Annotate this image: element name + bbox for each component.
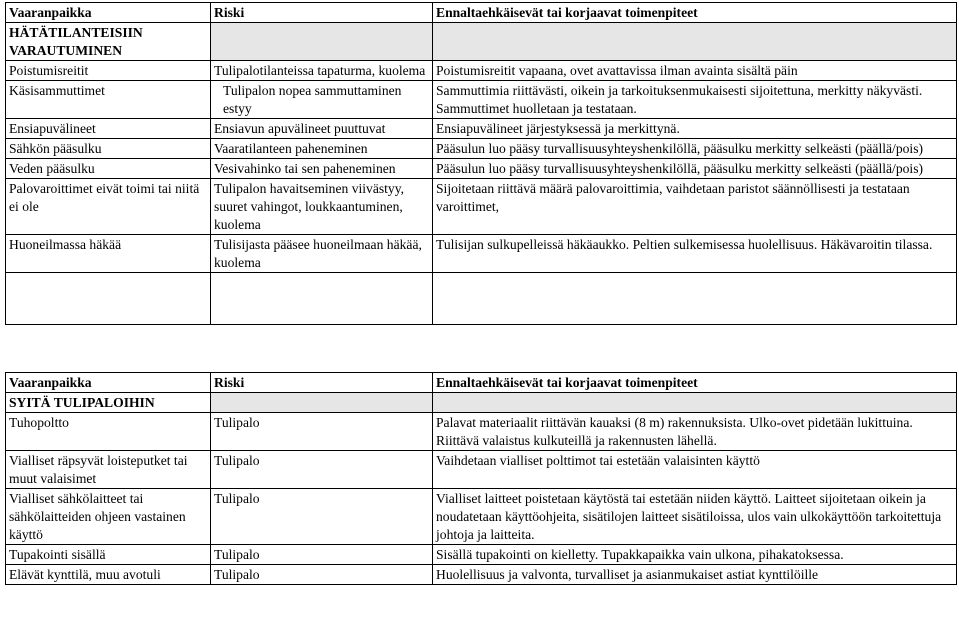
cell-risk: Tulisijasta pääsee huoneilmaan häkää, kuolema [211, 235, 433, 273]
cell-risk: Ensiavun apuvälineet puuttuvat [211, 119, 433, 139]
cell-risk: Tulipalon havaitseminen viivästyy, suuret vahingot, loukkaantuminen, kuolema [211, 179, 433, 235]
cell-place: Käsisammuttimet [6, 81, 211, 119]
cell-risk: Tulipalo [211, 413, 433, 451]
section-empty-cell [433, 23, 957, 61]
cell-place: Vialliset räpsyvät loisteputket tai muut valaisimet [6, 451, 211, 489]
risk-table-fire-causes [5, 372, 957, 585]
cell-risk: Vesivahinko tai sen paheneminen [211, 159, 433, 179]
table-row [6, 139, 957, 159]
section-row [6, 393, 957, 413]
empty-cell [6, 273, 211, 325]
cell-action: Ensiapuvälineet järjestyksessä ja merkittynä. [433, 119, 957, 139]
cell-action: Vaihdetaan vialliset polttimot tai estetään valaisinten käyttö [433, 451, 957, 489]
cell-place: Veden pääsulku [6, 159, 211, 179]
cell-action: Poistumisreitit vapaana, ovet avattavissa ilman avainta sisältä päin [433, 61, 957, 81]
cell-action: Pääsulun luo pääsy turvallisuusyhteyshenkilöllä, pääsulku merkitty selkeästi (päällä/pois) [433, 139, 957, 159]
header-risk: Riski [211, 3, 433, 23]
section-row [6, 23, 957, 61]
cell-risk: Vaaratilanteen paheneminen [211, 139, 433, 159]
cell-action: Palavat materiaalit riittävän kauaksi (8 m) rakennuksista. Ulko-ovet pidetään lukittuina. Riittävä valaistus kulkuteillä ja rakennusten lähellä. [433, 413, 957, 451]
cell-risk: Tulipalo [211, 545, 433, 565]
cell-risk: Tulipalo [211, 489, 433, 545]
empty-row [6, 273, 957, 325]
cell-risk: Tulipalon nopea sammuttaminen estyy [211, 81, 433, 119]
cell-risk: Tulipalo [211, 565, 433, 585]
table-header-row [6, 3, 957, 23]
table-row [6, 565, 957, 585]
table-row [6, 451, 957, 489]
header-action: Ennaltaehkäisevät tai korjaavat toimenpiteet [433, 3, 957, 23]
risk-table-emergency [5, 2, 957, 325]
cell-place: Poistumisreitit [6, 61, 211, 81]
cell-risk: Tulipalo [211, 451, 433, 489]
section-title: HÄTÄTILANTEISIIN VARAUTUMINEN [6, 23, 211, 61]
empty-cell [211, 273, 433, 325]
cell-place: Sähkön pääsulku [6, 139, 211, 159]
table-row [6, 179, 957, 235]
table-row [6, 545, 957, 565]
cell-action: Sijoitetaan riittävä määrä palovaroittimia, vaihdetaan paristot säännöllisesti ja testataan varoittimet, [433, 179, 957, 235]
table-row [6, 413, 957, 451]
table-row [6, 235, 957, 273]
cell-action: Vialliset laitteet poistetaan käytöstä tai estetään niiden käyttö. Laitteet sijoitetaan oikein ja noudatetaan käyttöohjeita, sisätilojen laitteet sisätiloissa, ulos vain ulkokäyttöön tarkoitettuja johtoja ja laitteita. [433, 489, 957, 545]
table-row [6, 61, 957, 81]
table-row [6, 81, 957, 119]
cell-place: Vialliset sähkölaitteet tai sähkölaitteiden ohjeen vastainen käyttö [6, 489, 211, 545]
table-row [6, 489, 957, 545]
section-empty-cell [211, 23, 433, 61]
cell-place: Elävät kynttilä, muu avotuli [6, 565, 211, 585]
cell-action: Sammuttimia riittävästi, oikein ja tarkoituksenmukaisesti sijoitettuna, merkitty näkyvästi. Sammuttimet huolletaan ja testataan. [433, 81, 957, 119]
cell-action: Sisällä tupakointi on kielletty. Tupakkapaikka vain ulkona, pihakatoksessa. [433, 545, 957, 565]
header-action: Ennaltaehkäisevät tai korjaavat toimenpiteet [433, 373, 957, 393]
header-risk: Riski [211, 373, 433, 393]
table-header-row [6, 373, 957, 393]
cell-action: Pääsulun luo pääsy turvallisuusyhteyshenkilöllä, pääsulku merkitty selkeästi (päällä/pois) [433, 159, 957, 179]
header-place: Vaaranpaikka [6, 3, 211, 23]
section-empty-cell [211, 393, 433, 413]
table-row [6, 159, 957, 179]
cell-place: Ensiapuvälineet [6, 119, 211, 139]
cell-place: Palovaroittimet eivät toimi tai niitä ei ole [6, 179, 211, 235]
cell-place: Huoneilmassa häkää [6, 235, 211, 273]
cell-place: Tuhopoltto [6, 413, 211, 451]
cell-action: Tulisijan sulkupelleissä häkäaukko. Peltien sulkemisessa huolellisuus. Häkävaroitin tilassa. [433, 235, 957, 273]
section-empty-cell [433, 393, 957, 413]
header-place: Vaaranpaikka [6, 373, 211, 393]
table-row [6, 119, 957, 139]
section-title: SYITÄ TULIPALOIHIN [6, 393, 211, 413]
empty-cell [433, 273, 957, 325]
cell-action: Huolellisuus ja valvonta, turvalliset ja asianmukaiset astiat kynttilöille [433, 565, 957, 585]
cell-place: Tupakointi sisällä [6, 545, 211, 565]
cell-risk: Tulipalotilanteissa tapaturma, kuolema [211, 61, 433, 81]
